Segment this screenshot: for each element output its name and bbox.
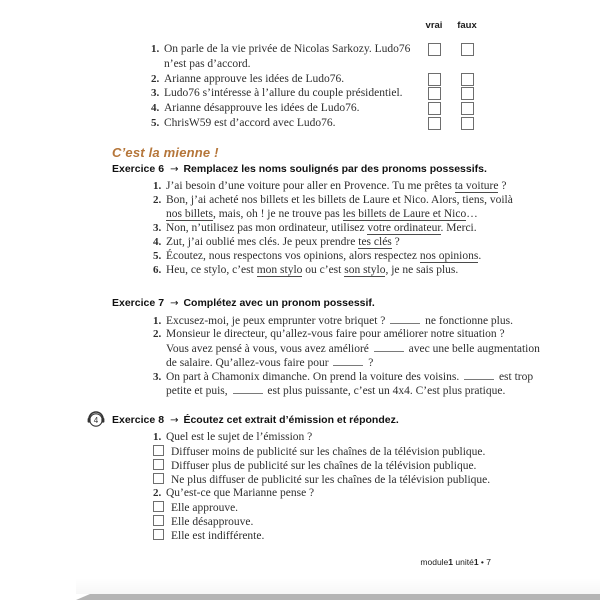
exercise-line [153, 264, 513, 278]
underlined-segment: ta voiture [454, 180, 499, 192]
text-segment: Quel est le sujet de l’émission ? [166, 431, 313, 443]
item-number: 6. [153, 264, 162, 276]
truefalse-row [151, 58, 491, 73]
item-number: 5. [151, 116, 160, 129]
text-segment: J’ai besoin d’une voiture pour aller en Provence. Tu me prêtes [166, 180, 455, 192]
text-segment: Elle approuve. [171, 502, 239, 514]
item-number: 3. [153, 371, 162, 383]
truefalse-row [151, 73, 491, 88]
answer-blank[interactable] [464, 370, 494, 380]
footer-part: 7 [486, 557, 491, 567]
faux-column-header: faux [457, 20, 477, 31]
exercise-6-block [112, 163, 513, 278]
text-segment: , je ne sais plus. [385, 264, 459, 276]
text-segment: est plus puissante, c’est un 4x4. C’est plus pratique. [264, 385, 506, 397]
item-number: 2. [153, 194, 162, 206]
text-segment: ne fonctionne plus. [422, 315, 513, 327]
underlined-segment: nos opinions [419, 250, 479, 262]
statement-text: ChrisW59 est d’accord avec Ludo76. [164, 116, 336, 129]
exercise-line [153, 459, 490, 473]
exercise-line [153, 250, 513, 264]
arrow-icon: → [170, 298, 179, 309]
exercise-line [153, 529, 490, 543]
choice-checkbox[interactable] [153, 445, 164, 456]
exercise-line [153, 515, 490, 529]
truefalse-exercise [151, 43, 491, 132]
exercise-line [153, 180, 513, 194]
exercise-line [153, 431, 490, 445]
headphones-icon [86, 410, 106, 433]
exercise-line [153, 342, 540, 356]
text-segment: ? [365, 357, 374, 369]
text-segment: Elle est indifférente. [171, 530, 265, 542]
text-segment: est trop [496, 371, 534, 383]
section-title: C’est la mienne ! [112, 145, 219, 160]
exercise-instruction: Complétez avec un pronom possessif. [183, 297, 375, 309]
choice-checkbox[interactable] [153, 515, 164, 526]
statement-text: n’est pas d’accord. [164, 57, 251, 70]
footer-part: 1 [448, 557, 454, 567]
text-segment: Elle désapprouve. [171, 516, 254, 528]
exercise-6-lines [112, 180, 513, 278]
truefalse-row [151, 117, 491, 132]
item-number: 2. [151, 72, 160, 85]
choice-checkbox[interactable] [153, 529, 164, 540]
page-edge-shadow [76, 594, 600, 600]
text-segment: Qu’est-ce que Marianne pense ? [166, 487, 315, 499]
exercise-8-header [112, 414, 490, 426]
statement-text: Ludo76 s’intéresse à l’allure du couple présidentiel. [164, 87, 403, 100]
item-number: 4. [151, 102, 160, 115]
text-segment: Zut, j’ai oublié mes clés. Je peux prendre [166, 236, 359, 248]
text-segment: Non, n’utilisez pas mon ordinateur, utilisez [166, 222, 368, 234]
exercise-line [153, 473, 490, 487]
arrow-icon: → [170, 164, 179, 175]
answer-blank[interactable] [374, 342, 404, 352]
text-segment: Diffuser plus de publicité sur les chaînes de la télévision publique. [171, 460, 477, 472]
text-segment: Excusez-moi, je peux emprunter votre briquet ? [166, 315, 389, 327]
exercise-line [153, 314, 540, 328]
footer-part: unité [453, 557, 474, 567]
vrai-column-header: vrai [425, 20, 443, 31]
exercise-line [153, 384, 540, 398]
underlined-segment: mon stylo [256, 264, 303, 276]
exercise-instruction: Écoutez cet extrait d’émission et répondez. [183, 414, 399, 426]
text-segment: . Merci. [440, 222, 477, 234]
text-segment: de salaire. Qu’allez-vous faire pour [166, 357, 332, 369]
item-number: 4. [153, 236, 162, 248]
exercise-line [153, 208, 513, 222]
exercise-label: Exercice [112, 414, 156, 426]
exercise-line [153, 445, 490, 459]
exercise-number: 6 [158, 163, 165, 175]
vrai-checkbox[interactable] [428, 102, 441, 115]
exercise-7-header [112, 297, 540, 309]
underlined-segment: tes clés [358, 236, 392, 248]
answer-blank[interactable] [390, 314, 420, 324]
text-segment: Vous avez pensé à vous, vous avez amélioré [166, 343, 372, 355]
exercise-8-block [93, 414, 491, 543]
text-segment: Ne plus diffuser de publicité sur les chaînes de la télévision publique. [171, 474, 491, 486]
exercise-label: Exercice [112, 163, 156, 175]
exercise-number: 7 [158, 297, 165, 309]
faux-checkbox[interactable] [461, 117, 474, 130]
underlined-segment: nos billets [166, 208, 213, 220]
statement-text: Arianne approuve les idées de Ludo76. [164, 72, 345, 85]
footer-part: module [420, 557, 449, 567]
text-segment: . [478, 250, 482, 262]
exercise-line [153, 356, 540, 370]
text-segment: On part à Chamonix dimanche. On prend la voiture des voisins. [166, 371, 463, 383]
text-segment: petite et puis, [166, 385, 231, 397]
statement-text: Arianne désapprouve les idées de Ludo76. [164, 102, 360, 115]
exercise-line [153, 222, 513, 236]
item-number: 5. [153, 250, 162, 262]
exercise-7-block [112, 297, 540, 398]
exercise-line [153, 370, 540, 384]
item-number: 1. [153, 315, 162, 327]
faux-checkbox[interactable] [461, 73, 474, 86]
exercise-line [153, 501, 490, 515]
text-segment: ou c’est [302, 264, 345, 276]
text-segment: Monsieur le directeur, qu’allez-vous faire pour améliorer notre situation ? [166, 328, 505, 340]
footer-part: 1 [473, 557, 479, 567]
item-number: 1. [153, 180, 162, 192]
item-number: 1. [153, 431, 162, 443]
item-number: 2. [153, 487, 162, 499]
answer-blank[interactable] [333, 356, 363, 366]
text-segment: … [466, 208, 478, 220]
text-segment: ? [391, 236, 400, 248]
exercise-8-lines [112, 431, 490, 543]
truefalse-row [151, 87, 491, 102]
exercise-line [153, 194, 513, 208]
underlined-segment: son stylo [344, 264, 386, 276]
item-number: 2. [153, 328, 162, 340]
underlined-segment: votre ordinateur [367, 222, 441, 234]
exercise-instruction: Remplacez les noms soulignés par des pronoms possessifs. [183, 163, 487, 175]
exercise-label: Exercice [112, 297, 156, 309]
choice-checkbox[interactable] [153, 459, 164, 470]
underlined-segment: les billets de Laure et Nico [342, 208, 467, 220]
vrai-checkbox[interactable] [428, 117, 441, 130]
exercise-7-lines [112, 314, 540, 398]
exercise-line [153, 236, 513, 250]
page-curl-shadow [76, 578, 600, 594]
choice-checkbox[interactable] [153, 473, 164, 484]
text-segment: Diffuser moins de publicité sur les chaînes de la télévision publique. [171, 446, 486, 458]
truefalse-row [151, 43, 491, 58]
statement-text: On parle de la vie privée de Nicolas Sarkozy. Ludo76 [164, 43, 411, 55]
arrow-icon: → [170, 415, 179, 426]
faux-checkbox[interactable] [461, 43, 474, 56]
page-footer [151, 557, 491, 567]
answer-blank[interactable] [233, 384, 263, 394]
truefalse-row [151, 102, 491, 117]
faux-checkbox[interactable] [461, 87, 474, 100]
text-segment: avec une belle augmentation [405, 343, 540, 355]
text-segment: Écoutez, nous respectons vos opinions, alors respectez [166, 250, 420, 262]
vrai-checkbox[interactable] [428, 87, 441, 100]
vrai-checkbox[interactable] [428, 73, 441, 86]
exercise-6-header [112, 163, 513, 175]
exercise-number: 8 [158, 414, 165, 426]
text-segment: Bon, j’ai acheté nos billets et les billets de Laure et Nico. Alors, tiens, voilà [166, 194, 513, 206]
footer-part: • [478, 557, 487, 567]
text-segment: , mais, oh ! je ne trouve pas [212, 208, 343, 220]
item-number: 1. [151, 43, 160, 55]
item-number: 3. [151, 87, 160, 100]
item-number: 3. [153, 222, 162, 234]
text-segment: ? [498, 180, 507, 192]
exercise-line [153, 328, 540, 342]
audio-track-number: 4 [93, 416, 99, 425]
exercise-line [153, 487, 490, 501]
vrai-checkbox[interactable] [428, 43, 441, 56]
faux-checkbox[interactable] [461, 102, 474, 115]
text-segment: Heu, ce stylo, c’est [166, 264, 257, 276]
choice-checkbox[interactable] [153, 501, 164, 512]
